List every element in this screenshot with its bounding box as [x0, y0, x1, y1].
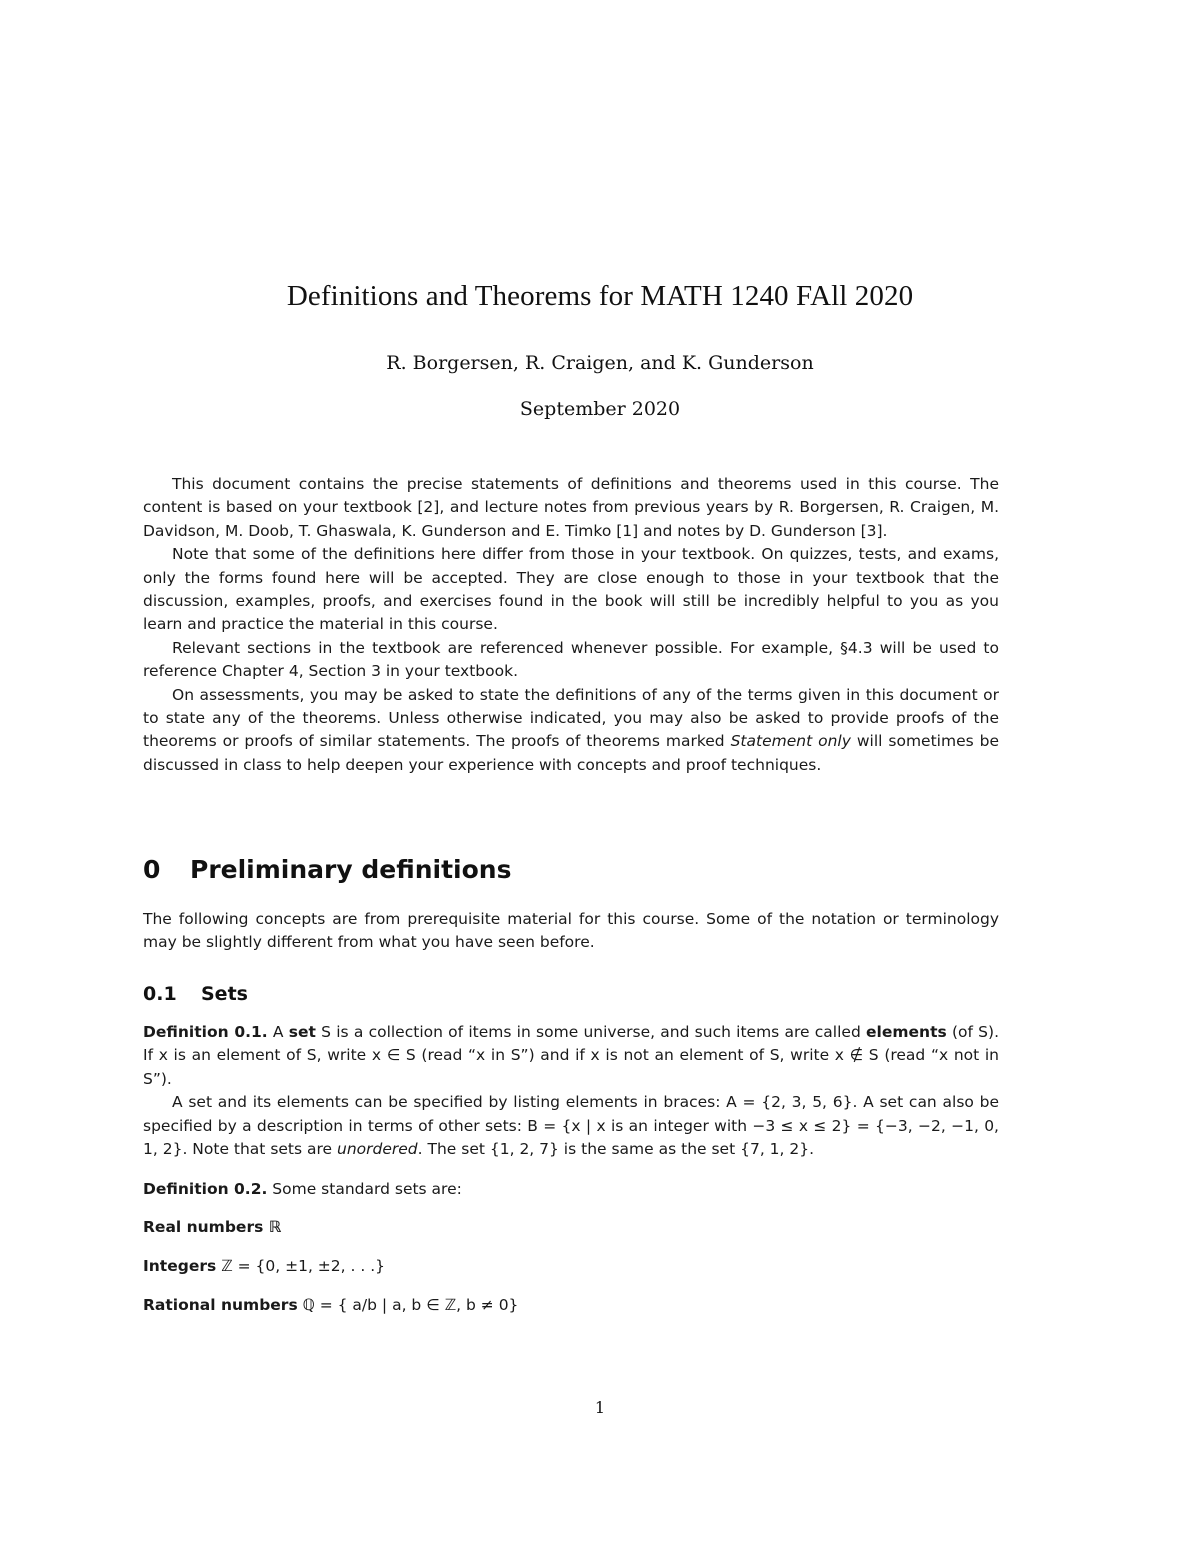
term-set: set	[288, 1023, 316, 1041]
definition-0-1-block	[143, 1021, 999, 1161]
page-number: 1	[594, 1398, 606, 1417]
assessment-text: On assessments, you may be asked to state the definitions of any of the terms given in this document or to state any of the theorems. Unless otherwise indicated, you may also be asked to provide proofs of the theorems or proofs of similar statements. The proofs of theorems marked	[143, 685, 999, 751]
statement-only-emphasis: Statement only	[730, 732, 851, 751]
section-intro: The following concepts are from prerequisite material for this course. Some of the notation or terminology may be slightly different from what you have seen before.	[143, 910, 999, 952]
assessment-paragraph	[143, 684, 999, 778]
subsection-heading	[143, 983, 248, 1005]
definition-text: S is a collection of items in some universe, and such items are called	[315, 1023, 867, 1041]
section-number: 0	[143, 855, 161, 884]
set-notation: ℤ = {0, ±1, ±2, . . .}	[216, 1257, 385, 1275]
standard-set-rationals	[143, 1296, 518, 1314]
set-name: Integers	[143, 1257, 217, 1275]
document-title: Definitions and Theorems for MATH 1240 FAll 2020	[286, 280, 914, 312]
intro-paragraph: Relevant sections in the textbook are referenced whenever possible. For example, §4.3 will be used to reference Chapter 4, Section 3 in your textbook.	[143, 638, 999, 681]
definition-0-1	[143, 1021, 999, 1091]
standard-set-integers	[143, 1257, 385, 1275]
intro-paragraph: This document contains the precise statements of definitions and theorems used in this course. The content is based on your textbook [2], and lecture notes from previous years by R. Borgersen, R. Craigen, M. Davidson, M. Doob, T. Ghaswala, K. Gunderson and E. Timko [1] and notes by D. Gunderson [3].	[143, 475, 999, 540]
definition-label: Definition 0.2.	[143, 1180, 268, 1198]
definition-text: A set and its elements can be specified by listing elements in braces: A = {2, 3, 5, 6}. A set can also be specified by a description in terms of other sets: B = {x | x is an integer with −3 ≤ x ≤ 2} = {−3, −2, −1, 0, 1, 2}. Note that sets are	[143, 1093, 999, 1159]
set-notation: ℚ = { a/b | a, b ∈ ℤ, b ≠ 0}	[297, 1296, 519, 1314]
standard-set-real	[143, 1218, 281, 1236]
subsection-number: 0.1	[143, 983, 177, 1005]
section-title: Preliminary definitions	[190, 855, 512, 884]
definition-label: Definition 0.1.	[143, 1023, 268, 1041]
definition-0-2	[143, 1178, 999, 1201]
definition-text: Some standard sets are:	[267, 1180, 462, 1198]
definition-0-1-paragraph-2	[143, 1091, 999, 1161]
intro-paragraph: Note that some of the definitions here differ from those in your textbook. On quizzes, tests, and exams, only the forms found here will be accepted. They are close enough to those in your textbook that the discussion, examples, proofs, and exercises found in the book will still be incredibly helpful to you as you learn and practice the material in this course.	[143, 545, 999, 634]
term-elements: elements	[866, 1023, 947, 1041]
section-heading	[143, 855, 511, 884]
definition-text: . The set {1, 2, 7} is the same as the set {7, 1, 2}.	[417, 1140, 815, 1159]
document-date: September 2020	[519, 398, 681, 420]
unordered-emphasis: unordered	[337, 1140, 418, 1159]
document-authors: R. Borgersen, R. Craigen, and K. Gunderson	[386, 352, 814, 374]
set-name: Real numbers ℝ	[143, 1218, 282, 1236]
definition-text: A	[267, 1023, 289, 1041]
set-name: Rational numbers	[143, 1296, 298, 1314]
section-intro-block	[143, 908, 999, 955]
definition-0-2-block	[143, 1178, 999, 1201]
subsection-title: Sets	[201, 983, 248, 1005]
definition-text: (of S). If x is an element of S, write x ∈ S (read “x in S”) and if x is not an element of S, write x ∉ S (read “x not in S”).	[143, 1023, 999, 1088]
assessment-text: will sometimes be discussed in class to help deepen your experience with concepts and proof techniques.	[143, 732, 1000, 774]
intro-block	[143, 473, 999, 777]
